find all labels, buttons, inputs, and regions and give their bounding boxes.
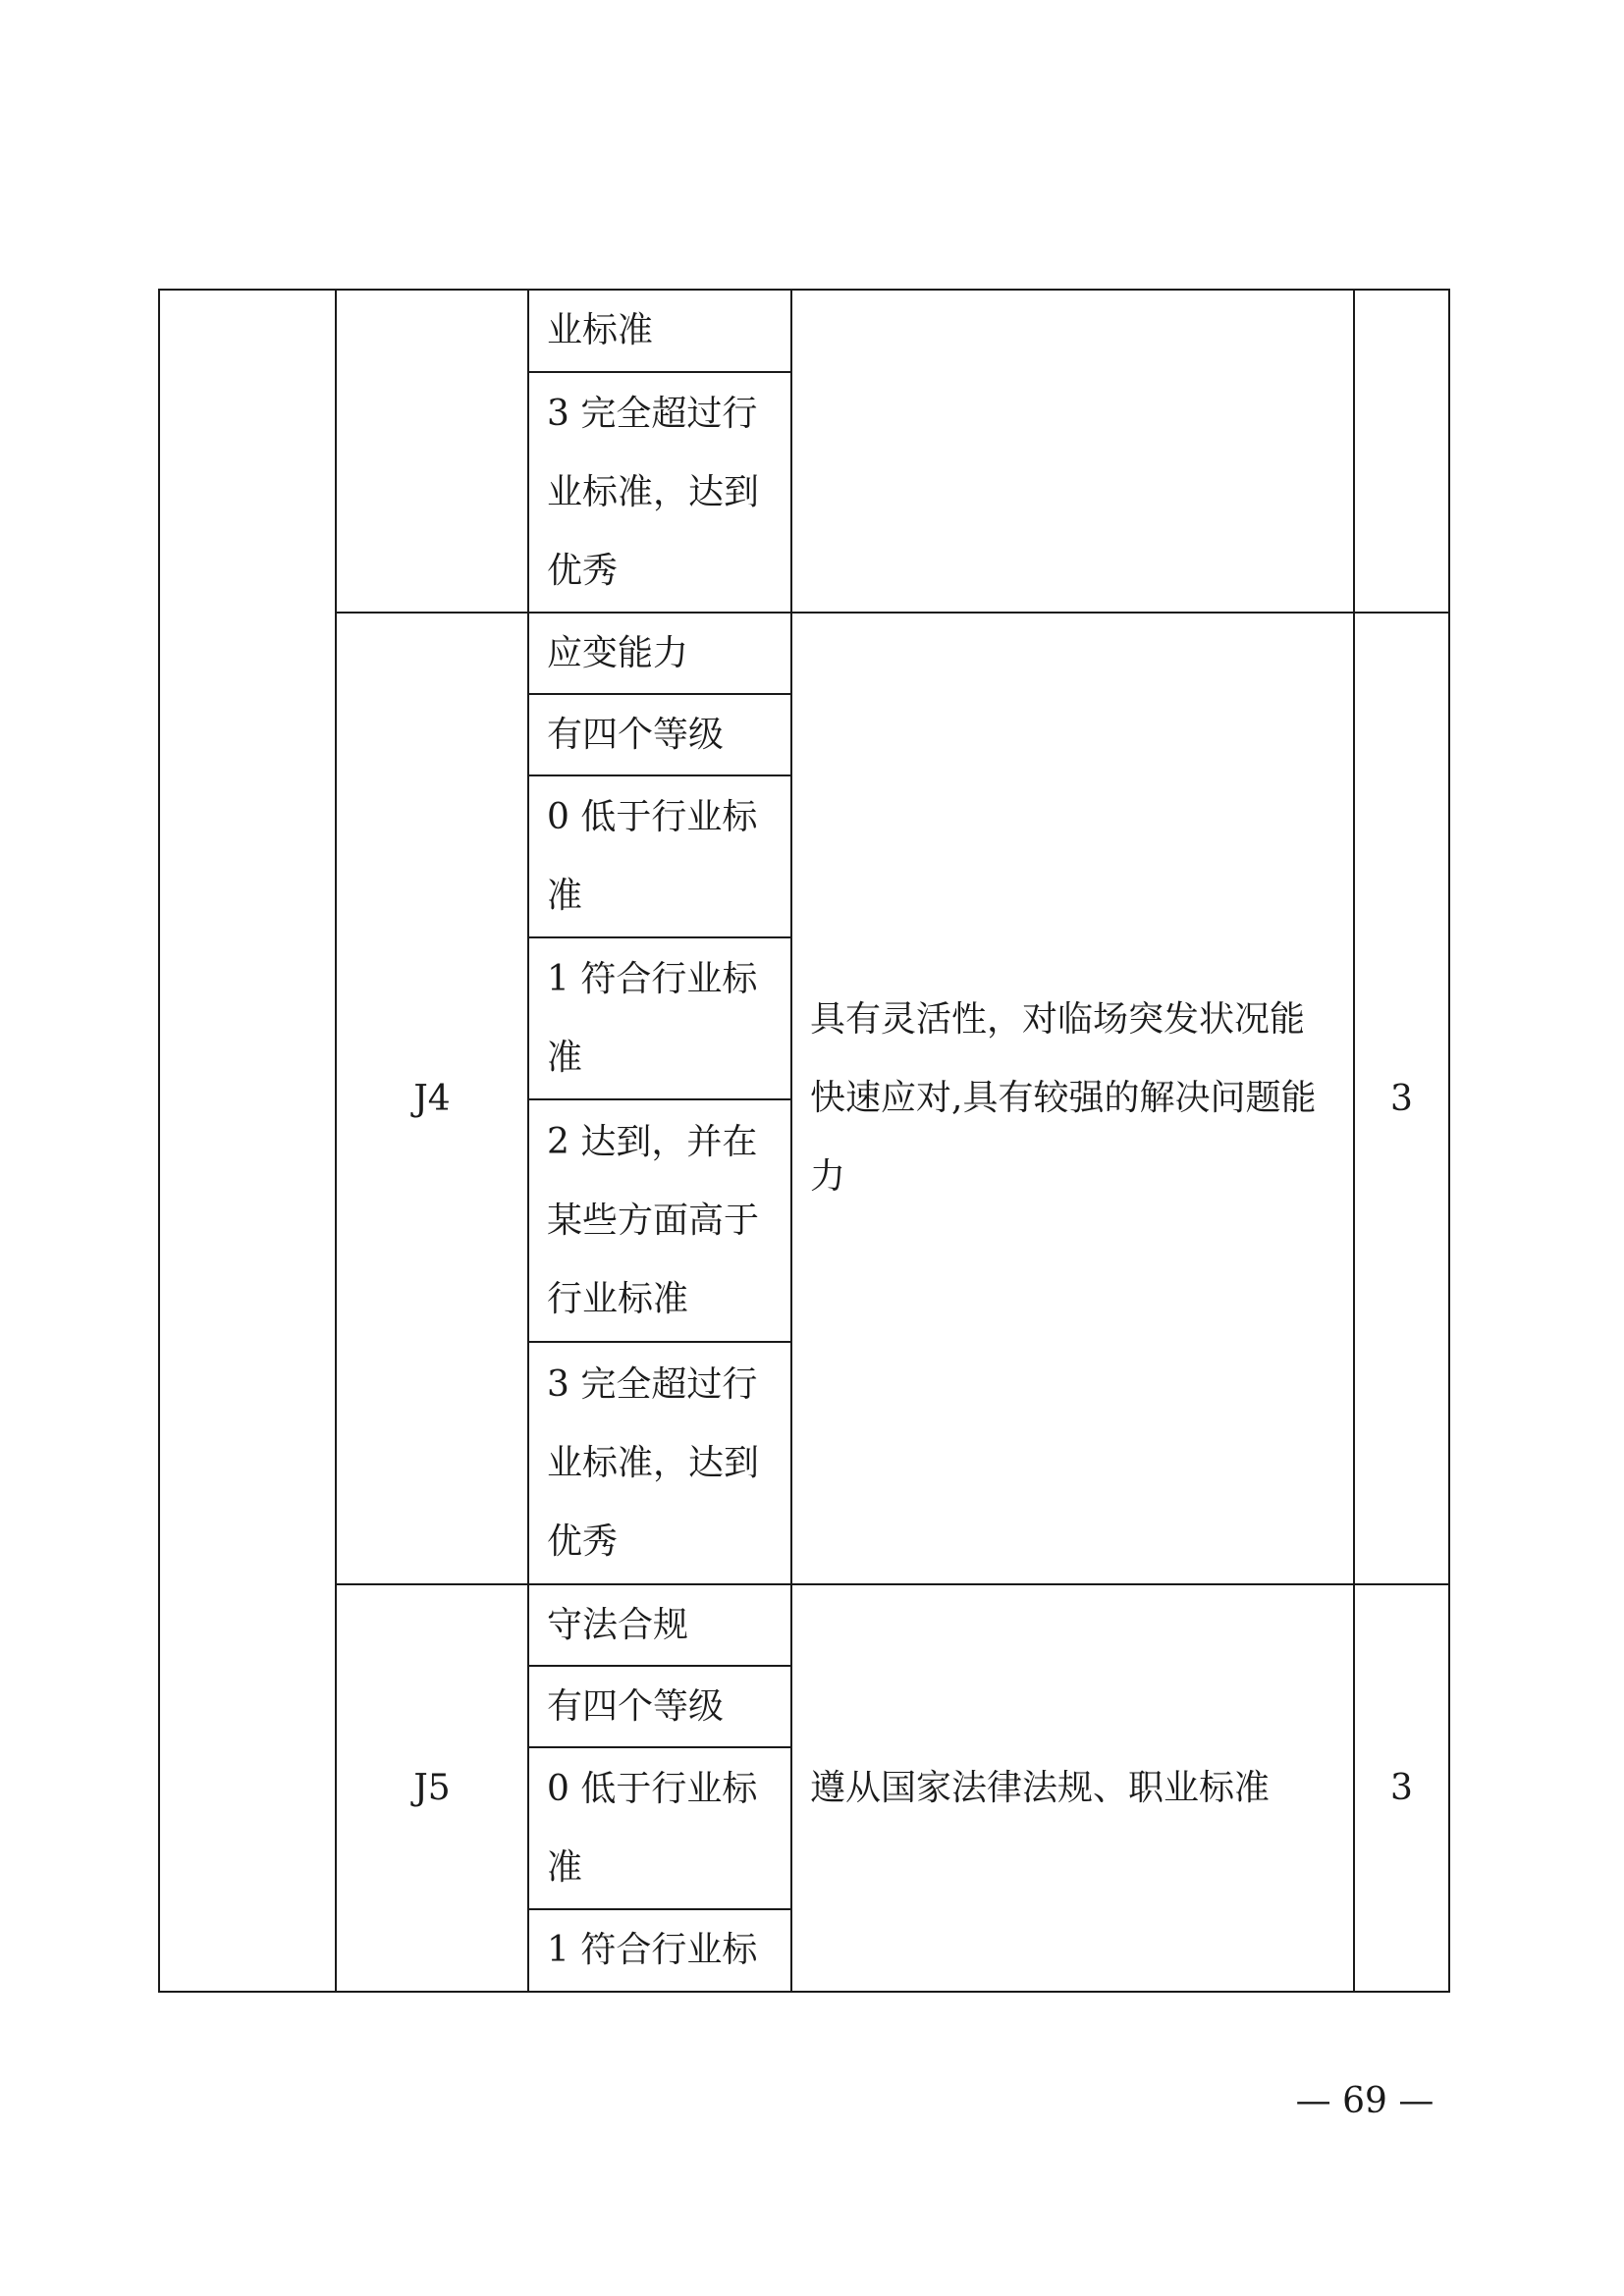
criterion-cell: 有四个等级 xyxy=(528,694,791,775)
description-cell-j5: 遵从国家法律法规、职业标准 xyxy=(791,1584,1354,1992)
description-cell-j4: 具有灵活性，对临场突发状况能快速应对,具有较强的解决问题能力 xyxy=(791,613,1354,1584)
code-cell-j5: J5 xyxy=(336,1584,528,1992)
criterion-cell: 有四个等级 xyxy=(528,1666,791,1747)
table-row xyxy=(159,1584,1449,1666)
criterion-cell: 3 完全超过行业标准，达到优秀 xyxy=(528,1342,791,1584)
table-row xyxy=(159,290,1449,372)
score-cell-j4: 3 xyxy=(1354,613,1449,1584)
category-cell xyxy=(159,290,336,1992)
code-cell-j4: J4 xyxy=(336,613,528,1584)
criterion-cell: 应变能力 xyxy=(528,613,791,694)
code-cell-continued xyxy=(336,290,528,613)
page-number: — 69 — xyxy=(1295,2081,1435,2121)
criterion-cell: 0 低于行业标准 xyxy=(528,775,791,937)
criterion-cell: 1 符合行业标准 xyxy=(528,937,791,1099)
criterion-cell: 1 符合行业标 xyxy=(528,1909,791,1992)
score-cell-continued xyxy=(1354,290,1449,613)
table-row xyxy=(159,613,1449,694)
criterion-cell: 业标准 xyxy=(528,290,791,372)
description-cell-continued xyxy=(791,290,1354,613)
score-cell-j5: 3 xyxy=(1354,1584,1449,1992)
criterion-cell: 2 达到，并在某些方面高于行业标准 xyxy=(528,1099,791,1342)
evaluation-table xyxy=(158,289,1450,1993)
criterion-cell: 0 低于行业标准 xyxy=(528,1747,791,1909)
criterion-cell: 守法合规 xyxy=(528,1584,791,1666)
criterion-cell: 3 完全超过行业标准，达到优秀 xyxy=(528,372,791,613)
